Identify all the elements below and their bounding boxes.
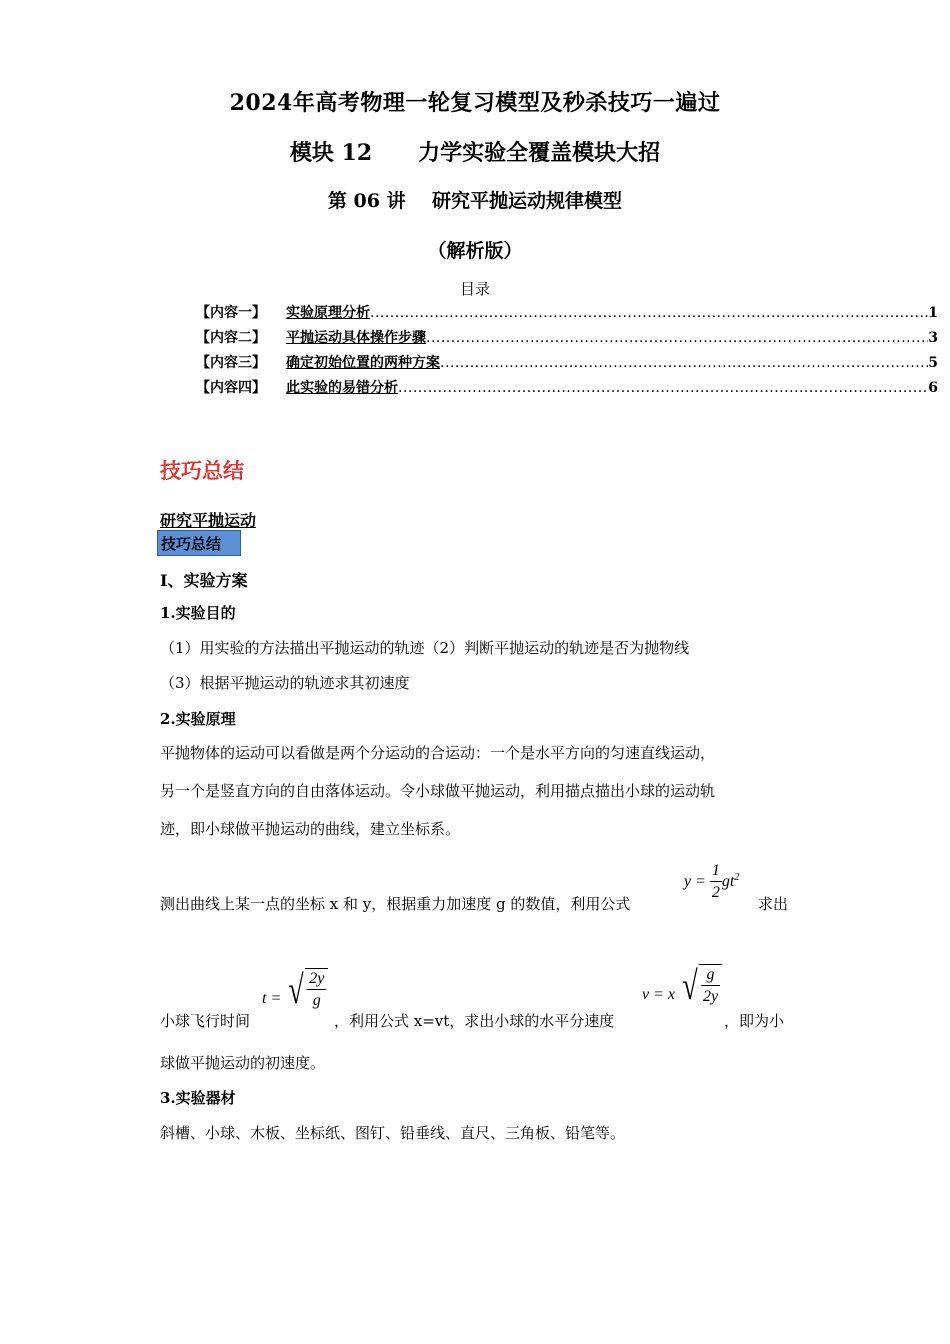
heading-equipment: 3.实验器材 xyxy=(160,1089,236,1107)
formula-rhs: gt xyxy=(721,873,735,891)
formula-lhs: v = x xyxy=(642,986,675,1003)
principle-line-5-pre: 小球飞行时间 xyxy=(160,1012,251,1030)
toc-item-tag: 【内容一】 xyxy=(196,305,266,321)
toc-item-page: 5 xyxy=(928,355,938,371)
toc-leader-dots xyxy=(370,305,928,321)
fraction-numerator: g xyxy=(701,965,720,986)
formula-free-fall xyxy=(684,861,739,904)
toc-item-2[interactable] xyxy=(196,327,938,349)
toc-item-link[interactable]: 此实验的易错分析 xyxy=(286,380,398,396)
toc-item-1[interactable] xyxy=(196,302,938,324)
toc-item-3[interactable] xyxy=(196,352,938,374)
fraction-denominator: 2 xyxy=(711,884,720,901)
formula-velocity xyxy=(642,964,722,1008)
heading-purpose: 1.实验目的 xyxy=(160,604,236,622)
formula-fraction xyxy=(710,861,722,904)
toc-item-page: 6 xyxy=(928,380,938,396)
toc-leader-dots xyxy=(398,380,928,396)
heading-principle: 2.实验原理 xyxy=(160,710,236,728)
principle-line-2: 另一个是竖直方向的自由落体运动。令小球做平抛运动，利用描点描出小球的运动轨 xyxy=(160,782,716,800)
toc-item-link[interactable]: 实验原理分析 xyxy=(286,305,370,321)
skill-summary-box: 技巧总结 xyxy=(157,530,241,556)
toc-item-tag: 【内容三】 xyxy=(196,355,266,371)
topic-title: 研究平抛运动 xyxy=(160,511,257,530)
lecture-title: 第 06 讲 研究平抛运动规律模型 xyxy=(327,190,623,212)
fraction-denominator: g xyxy=(312,992,321,1009)
formula-exponent: 2 xyxy=(734,871,740,883)
principle-line-4-pre: 测出曲线上某一点的坐标 x 和 y，根据重力加速度 g 的数值，利用公式 xyxy=(160,895,631,913)
document-title: 2024年高考物理一轮复习模型及秒杀技巧一遍过 xyxy=(229,90,721,116)
sqrt-expression xyxy=(679,964,722,1008)
toc-item-link[interactable]: 确定初始位置的两种方案 xyxy=(286,355,440,371)
principle-line-3: 迹，即小球做平抛运动的曲线，建立坐标系。 xyxy=(160,820,461,838)
formula-lhs: y = xyxy=(684,873,706,891)
fraction-numerator: 1 xyxy=(710,861,722,882)
fraction-numerator: 2y xyxy=(307,969,326,990)
module-title: 模块 12 力学实验全覆盖模块大招 xyxy=(289,140,661,166)
fraction-denominator: 2y xyxy=(702,988,719,1005)
equipment-list: 斜槽、小球、木板、坐标纸、图钉、铅垂线、直尺、三角板、铅笔等。 xyxy=(160,1124,626,1142)
formula-fraction xyxy=(305,968,328,1012)
formula-time xyxy=(262,968,328,1012)
toc-item-4[interactable] xyxy=(196,377,938,399)
toc-item-page: 1 xyxy=(928,305,938,321)
toc-item-tag: 【内容二】 xyxy=(196,330,266,346)
toc-leader-dots xyxy=(426,330,928,346)
section-heading: 技巧总结 xyxy=(160,459,244,483)
sqrt-icon: √ xyxy=(288,967,304,1012)
toc-item-tag: 【内容四】 xyxy=(196,380,266,396)
purpose-line-2: （3）根据平抛运动的轨迹求其初速度 xyxy=(160,674,410,692)
formula-lhs: t = xyxy=(262,990,282,1007)
sqrt-expression xyxy=(285,968,328,1012)
sub-heading-experiment-plan: Ⅰ、实验方案 xyxy=(160,571,248,590)
purpose-line-1: （1）用实验的方法描出平抛运动的轨迹（2）判断平抛运动的轨迹是否为抛物线 xyxy=(160,639,690,657)
principle-line-5-mid: ，利用公式 x=vt，求出小球的水平分速度 xyxy=(334,1012,615,1030)
principle-line-5-post: ，即为小 xyxy=(724,1012,785,1030)
toc-item-link[interactable]: 平抛运动具体操作步骤 xyxy=(286,330,426,346)
principle-line-4-post: 求出 xyxy=(758,895,789,913)
sqrt-icon: √ xyxy=(682,963,698,1008)
toc-title: 目录 xyxy=(459,280,490,298)
toc-leader-dots xyxy=(440,355,928,371)
edition-label: （解析版） xyxy=(427,240,523,262)
toc-item-page: 3 xyxy=(928,330,938,346)
principle-line-1: 平抛物体的运动可以看做是两个分运动的合运动：一个是水平方向的匀速直线运动， xyxy=(160,744,716,762)
formula-fraction xyxy=(699,964,722,1008)
principle-line-6: 球做平抛运动的初速度。 xyxy=(160,1054,326,1072)
